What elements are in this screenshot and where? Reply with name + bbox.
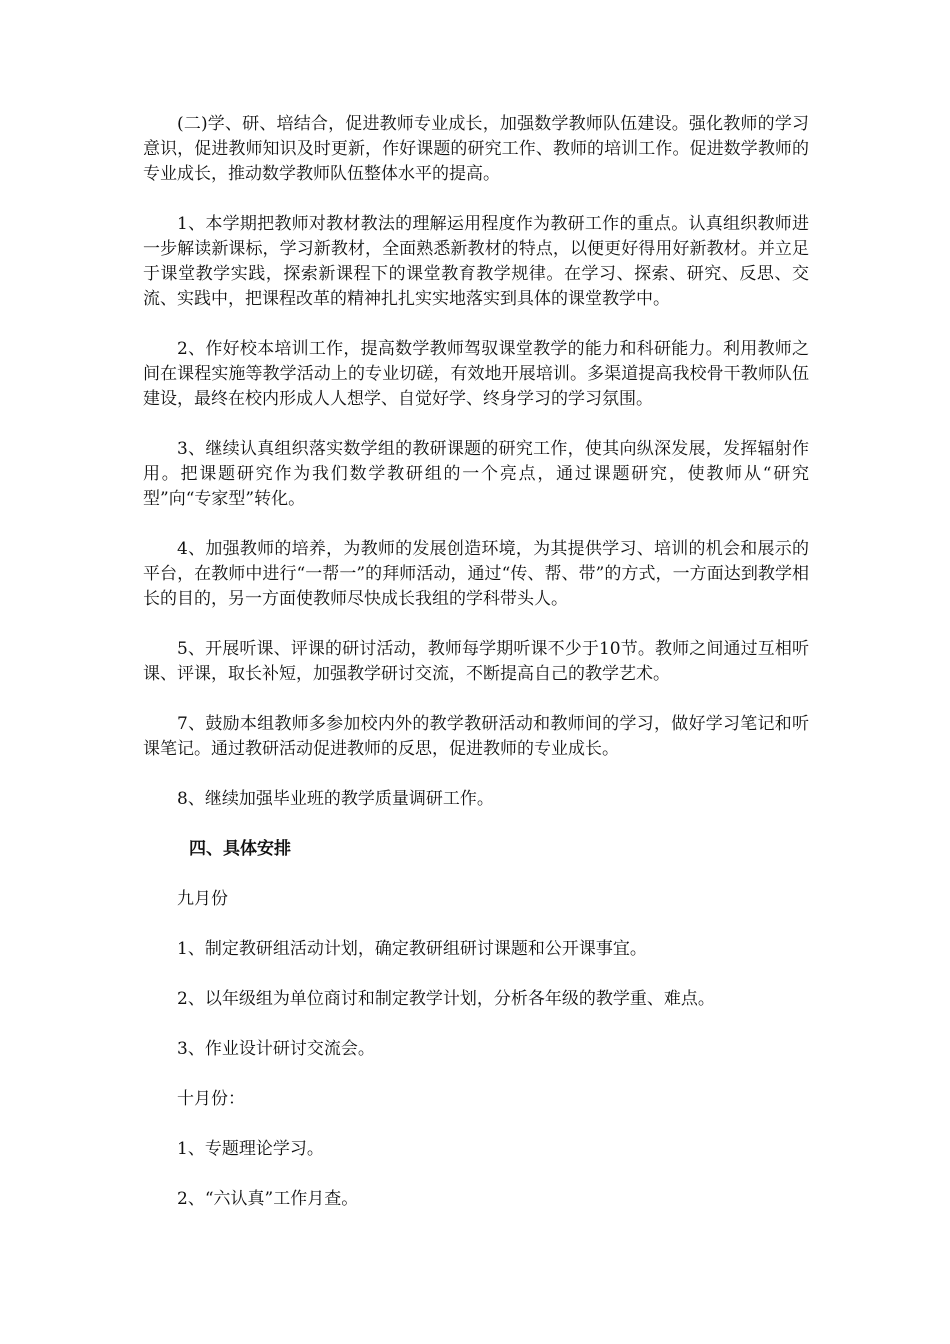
- september-item: 1、制定教研组活动计划，确定教研组研讨课题和公开课事宜。: [177, 939, 647, 959]
- section-heading: 四、具体安排: [189, 839, 291, 859]
- list-item: 1、本学期把教师对教材教法的理解运用程度作为教研工作的重点。认真组织教师进一步解读新课标，学习新教材，全面熟悉新教材的特点，以便更好得用好新教材。并立足于课堂教学实践，探索新课程下的课堂教育教学规律。在学习、探索、研究、反思、交流、实践中，把课程改革的精神扎扎实实地落实到具体的课堂教学中。: [143, 214, 809, 309]
- list-item: 8、继续加强毕业班的教学质量调研工作。: [177, 789, 494, 809]
- list-item: 4、加强教师的培养，为教师的发展创造环境，为其提供学习、培训的机会和展示的平台，在教师中进行“一帮一”的拜师活动，通过“传、帮、带”的方式，一方面达到教学相长的目的，另一方面使教师尽快成长我组的学科带头人。: [143, 539, 809, 609]
- september-item: 3、作业设计研讨交流会。: [177, 1039, 375, 1059]
- document-body: [143, 112, 809, 1237]
- list-item: 3、继续认真组织落实数学组的教研课题的研究工作，使其向纵深发展，发挥辐射作用。把课题研究作为我们数学教研组的一个亮点，通过课题研究，使教师从“研究型”向“专家型”转化。: [143, 439, 809, 509]
- october-item: 1、专题理论学习。: [177, 1139, 324, 1159]
- list-item: 5、开展听课、评课的研讨活动，教师每学期听课不少于10节。教师之间通过互相听课、评课，取长补短，加强教学研讨交流，不断提高自己的教学艺术。: [143, 639, 809, 684]
- list-item: 2、作好校本培训工作，提高数学教师驾驭课堂教学的能力和科研能力。利用教师之间在课程实施等教学活动上的专业切磋，有效地开展培训。多渠道提高我校骨干教师队伍建设，最终在校内形成人人想学、自觉好学、终身学习的学习氛围。: [143, 339, 809, 409]
- september-item: 2、以年级组为单位商讨和制定教学计划，分析各年级的教学重、难点。: [177, 989, 715, 1009]
- month-label-october: 十月份：: [177, 1089, 245, 1109]
- october-item: 2、“六认真”工作月查。: [177, 1189, 359, 1209]
- intro-paragraph: (二)学、研、培结合，促进教师专业成长，加强数学教师队伍建设。强化教师的学习意识，促进教师知识及时更新，作好课题的研究工作、教师的培训工作。促进数学教师的专业成长，推动数学教师队伍整体水平的提高。: [143, 114, 809, 184]
- month-label-september: 九月份: [177, 889, 228, 909]
- list-item: 7、鼓励本组教师多参加校内外的教学教研活动和教师间的学习，做好学习笔记和听课笔记。通过教研活动促进教师的反思，促进教师的专业成长。: [143, 714, 809, 759]
